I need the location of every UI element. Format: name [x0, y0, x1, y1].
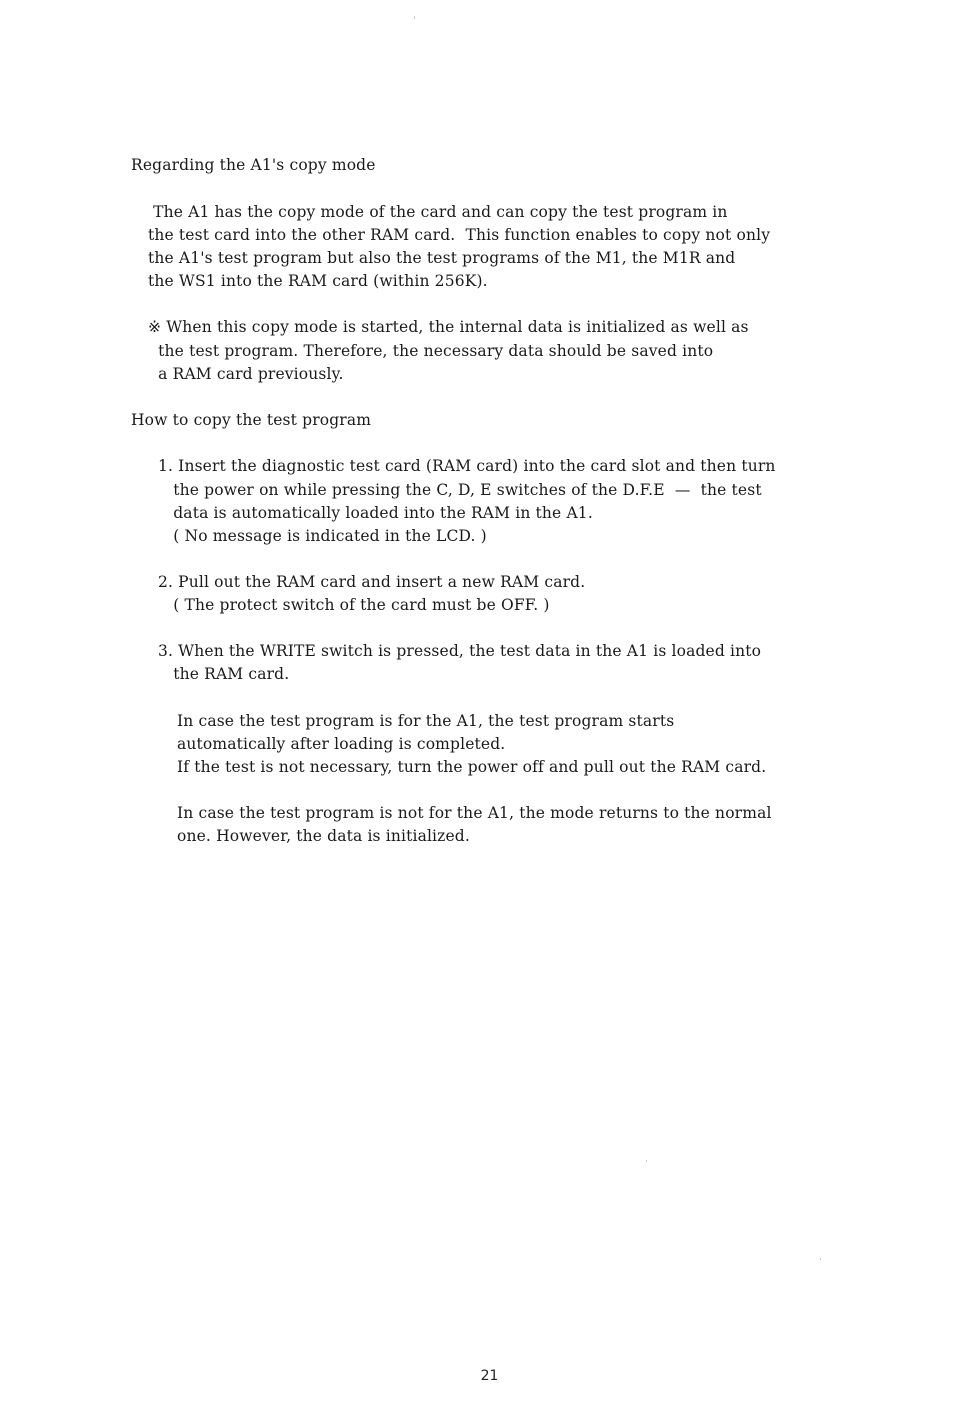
step-3-line: 3. When the WRITE switch is pressed, the test data in the A1 is loaded into	[158, 642, 762, 660]
paragraph-line: the WS1 into the RAM card (within 256K).	[148, 272, 488, 290]
step-2-line: ( The protect switch of the card must be OFF. )	[158, 596, 550, 614]
case-a1-line: If the test is not necessary, turn the power off and pull out the RAM card.	[177, 758, 767, 776]
case-other-line: In case the test program is not for the A1, the mode returns to the normal	[177, 804, 772, 822]
scan-speck	[414, 16, 415, 19]
scan-speck	[646, 1160, 647, 1162]
note-line: a RAM card previously.	[148, 365, 344, 383]
note-line: the test program. Therefore, the necessary data should be saved into	[148, 342, 714, 360]
page-number: 21	[480, 1368, 499, 1384]
case-a1-line: In case the test program is for the A1, the test program starts	[177, 712, 675, 730]
section-heading-how-to-copy: How to copy the test program	[131, 411, 372, 429]
step-1-line: ( No message is indicated in the LCD. )	[158, 527, 487, 545]
paragraph-line: The A1 has the copy mode of the card and can copy the test program in	[148, 203, 728, 221]
step-2-line: 2. Pull out the RAM card and insert a new RAM card.	[158, 573, 586, 591]
note-line: ※ When this copy mode is started, the internal data is initialized as well as	[148, 318, 749, 336]
section-heading-copy-mode: Regarding the A1's copy mode	[131, 156, 376, 174]
scan-speck	[820, 1258, 821, 1260]
step-1-line: the power on while pressing the C, D, E switches of the D.F.E — the test	[158, 481, 762, 499]
case-a1-line: automatically after loading is completed.	[177, 735, 506, 753]
paragraph-line: the A1's test program but also the test programs of the M1, the M1R and	[148, 249, 736, 267]
step-1-line: data is automatically loaded into the RAM in the A1.	[158, 504, 593, 522]
paragraph-line: the test card into the other RAM card. This function enables to copy not only	[148, 226, 771, 244]
step-3-line: the RAM card.	[158, 665, 290, 683]
step-1-line: 1. Insert the diagnostic test card (RAM card) into the card slot and then turn	[158, 457, 776, 475]
case-other-line: one. However, the data is initialized.	[177, 827, 470, 845]
